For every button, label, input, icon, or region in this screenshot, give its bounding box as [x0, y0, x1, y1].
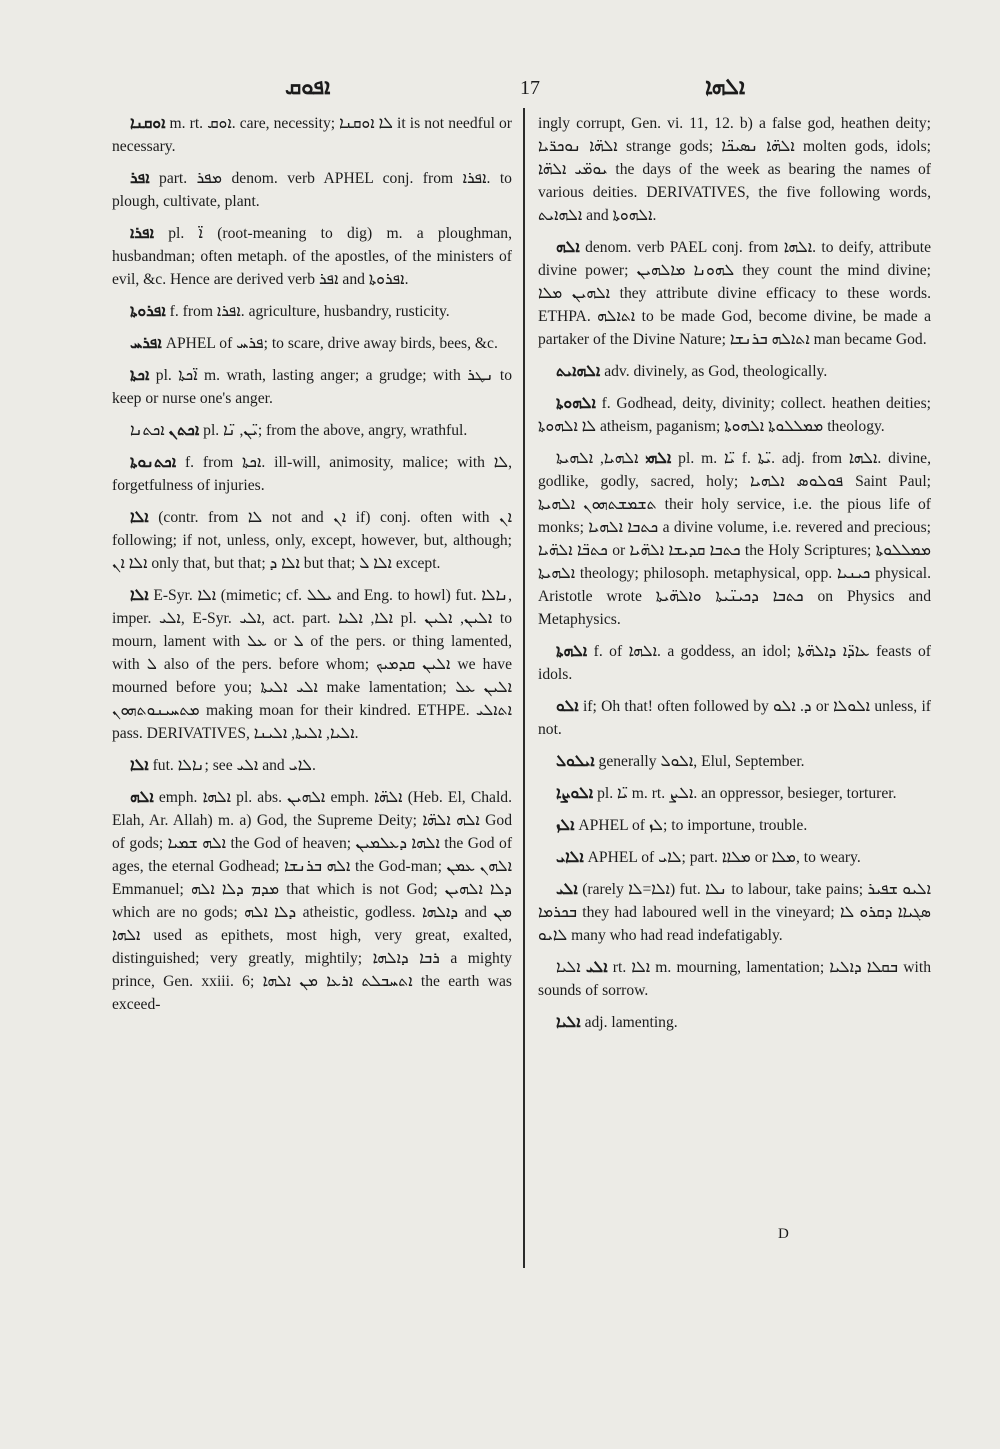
dictionary-entry: [112, 112, 512, 158]
entry-definition: part. ܡܦܪ denom. verb APHEL conj. from ܐܦܪܐ. to plough, cultivate, plant.: [112, 170, 512, 210]
entry-definition: adj. lamenting.: [584, 1014, 678, 1031]
entry-headword: ܐܠܝ: [585, 958, 608, 976]
entry-definition: f. Godhead, deity, divinity; collect. heathen deities; ܠܐ ܐܠܗܘܬܐ atheism, paganism; ܡܡܠܠܘܬܐ ܐܠܗܘܬܐ theology.: [538, 395, 931, 435]
entry-definition: generally ܐܠܘܠ, Elul, September.: [598, 753, 805, 770]
entry-headword: ܐܟܬܢ: [168, 421, 200, 439]
entry-definition: denom. verb PAEL conj. from ܐܠܗܐ. to deify, attribute divine power; ܠܗܘܢܐ ܡܐܠܗܝܢ they count the mind divine; ܐܠܗܝܢ ܡܠܐ they attribute divine efficacy to these words. ETHPA. ܐܬܐܠܗ to be made God, become divine, be made a partaker of the Divine Nature; ܐܬܐܠܗ ܒܪܢܫܐ man became God.: [538, 239, 932, 348]
entry-headword: ܐܠܗ: [130, 788, 154, 806]
entry-headword: ܐܠܘ: [556, 697, 579, 715]
entry-definition: (rarely ܐܠܐ=ܠܐ) fut. ܢܠܐ to labour, take pains; ܐܠܝܘ ܫܦܝܪ ܒܟܪܡܐ they had laboured well in the vineyard; ܣܓܝܐܐ ܕܩܪܘ ܠܐ ܠܐܝܘ many who had read indefatigably.: [538, 881, 932, 944]
entry-headword: ܐܠܙ: [556, 816, 575, 834]
dictionary-entry: [112, 584, 512, 745]
dictionary-entry: [538, 846, 931, 869]
entry-headword: ܐܦܪܐ: [130, 224, 154, 242]
entry-definition: ingly corrupt, Gen. vi. 11, 12. b) a false god, heathen deity; ܐܠܗ̈ܐ ܢܘܟܪ̈ܝܐ strange gods; ܐܠܗ̈ܐ ܢܣܝܟ̈ܐ molten gods, idols; ܝܘܡ̈ܝ ܐܠܗ̈ܐ the days of the week as bearing the names of various deities. DERIVATIVES, the five following words, ܐܠܗܐܝܬ and ܐܠܗܘܬܐ.: [538, 115, 931, 224]
entry-definition: ܐܠܝܐ rt. ܐܠܐ m. mourning, lamentation; ܒܩܠܐ ܕܐܠܝܐ with sounds of sorrow.: [538, 959, 931, 999]
entry-headword: ܐܠܐ: [130, 756, 149, 774]
entry-definition: f. from ܐܟܬܐ. ill-will, animosity, malice; with ܠܐ, forgetfulness of injuries.: [112, 454, 512, 494]
dictionary-entry: [112, 300, 512, 323]
entry-headword: ܐܠܘܨܐ: [556, 784, 594, 802]
entry-headword: ܐܟܬܐ: [130, 366, 150, 384]
entry-definition: pl. ܐ̈ (root-meaning to dig) m. a ploughman, husbandman; often metaph. of the apostles, of the ministers of evil, &c. Hence are derived verb ܐܦܪ and ܐܦܪܘܬܐ.: [112, 225, 512, 288]
entry-definition: fut. ܢܐܠܐ; see ܐܠܝ and ܠܐܝ.: [152, 757, 316, 774]
dictionary-entry: [112, 332, 512, 355]
dictionary-entry: [112, 167, 512, 213]
entry-headword: ܐܠܗܝ: [645, 449, 672, 467]
column-divider: [523, 108, 525, 1268]
entry-headword: ܐܠܐ: [130, 508, 149, 526]
dictionary-entry: [112, 786, 512, 1016]
entry-definition: (contr. from ܠܐ not and ܐܢ if) conj. often with ܐܢ following; if not, unless, only, except, however, but, although; ܐܠܐ ܐܢ only that, but that; ܐܠܐ ܕ but that; ܐܠܐ ܠ except.: [112, 509, 512, 572]
entry-headword: ܐܠܝ: [556, 880, 578, 898]
entry-headword: ܐܦܪܘܬܐ: [130, 302, 166, 320]
page-number: 17: [520, 77, 540, 99]
entry-headword: ܐܠܗܬܐ: [556, 642, 588, 660]
entry-definition: APHEL of ܦܪܚ; to scare, drive away birds, bees, &c.: [165, 335, 498, 352]
entry-headword: ܐܠܗܐܝܬ: [556, 362, 601, 380]
dictionary-entry: [538, 1011, 931, 1034]
entry-definition: pl. ܐ̈ܟܬܐ m. wrath, lasting anger; a grudge; with ܢܛܪ to keep or nurse one's anger.: [112, 367, 512, 407]
entry-definition: E-Syr. ܐܠܐ (mimetic; cf. ܝܠܠ and Eng. to howl) fut. ܢܐܠܐ, imper. ܐܠܝ, E-Syr. ܐܠܝ, act. part. ܐܠܐ, ܐܠܝܐ pl. ܐܠܝܢ, ܐܠܝܢ to mourn, lament with ܥܠ or ܠ of the pers. or thing lamented, with ܠ also of the pers. before whom; ܐܠܝܢ ܩܕܡܝܟ we have mourned before you; ܐܠܝ ܐܠܝܬܐ make lamentation; ܐܠܝܢ ܥܠ ܡܬܚܝܢܘܬܗܘܢ making moan for their kindred. ETHPE. ܐܬܐܠܝ pass. DERIVATIVES, ܐܠܝܐ, ܐܠܝܬܐ, ܐܠܝܢܐ.: [112, 587, 513, 742]
entry-headword: ܐܝܠܘܠ: [556, 752, 595, 770]
entry-headword: ܐܦܪܚ: [130, 334, 162, 352]
entry-definition: ܐܠܗܝܐ, ܐܠܗܝܬܐ pl. m. ܝ̈ܐ f. ܝ̈ܬܐ. adj. from ܐܠܗܐ. divine, godlike, godly, sacred, holy; ܦܘܠܘܣ ܐܠܗܝܐ Saint Paul; ܬܫܡܫܬܗܘܢ ܐܠܗܝܬܐ their holy service, i.e. the pious life of monks; ܟܬܒܐ ܐܠܗܝܐ a divine volume, i.e. revered and precious; ܟܬܒ̈ܐ ܐܠܗ̈ܝܐ or ܟܬܒܐ ܩܕܝܫܐ ܐܠܗ̈ܝܐ the Holy Scriptures; ܡܡܠܠܘܬܐ ܐܠܗܝܬܐ theology; philosoph. metaphysical, opp. ܟܝܢܝܐ physical. Aristotle wrote ܟܬܒܐ ܕܟܝܢ̈ܝܬܐ ܘܐܠܗ̈ܝܬܐ on Physics and Metaphysics.: [538, 450, 931, 628]
entry-definition: m. rt. ܐܘܩ. care, necessity; ܠܐ ܐܘܩܢܐ it is not needful or necessary.: [112, 115, 512, 155]
right-column: [538, 112, 931, 1043]
dictionary-entry: [538, 640, 931, 686]
entry-headword: ܐܠܐ: [130, 586, 149, 604]
dictionary-entry: [538, 360, 931, 383]
entry-headword: ܐܠܐܝ: [556, 848, 584, 866]
dictionary-entry: [538, 814, 931, 837]
entry-headword: ܐܠܝܐ: [556, 1013, 581, 1031]
dictionary-entry: [538, 878, 931, 947]
entry-headword: ܐܠܗ: [556, 238, 580, 256]
entry-definition: f. of ܐܠܗܐ. a goddess, an idol; ܥܐܕ̈ܐ ܕܐܠܗ̈ܬܐ feasts of idols.: [538, 643, 931, 683]
entry-definition: APHEL of ܠܙ; to importune, trouble.: [578, 817, 808, 834]
running-head-left: ܐܦܘܩ: [285, 75, 331, 100]
left-column: [112, 112, 512, 1025]
entry-headword: ܐܠܗܘܬܐ: [556, 394, 596, 412]
dictionary-entry: [538, 112, 931, 227]
dictionary-entry: [538, 782, 931, 805]
entry-definition: ܐܟܬܢܐ pl. ܝ̈ܢ, ܢ̈ܐ; from the above, angry, wrathful.: [130, 422, 468, 439]
dictionary-entry: [538, 695, 931, 741]
entry-definition: emph. ܐܠܗܐ pl. abs. ܐܠܗܝܢ emph. ܐܠܗ̈ܐ (Heb. El, Chald. Elah, Ar. Allah) m. a) God, the Supreme Deity; ܐܠܗ ܐܠܗ̈ܐ God of gods; ܐܠܗ ܫܡܝܐ the God of heaven; ܐܠܗܐ ܕܥܠܡܝܢ the God of ages, the eternal Godhead; ܐܠܗ ܒܪܢܫܐ the God-man; ܐܠܗܢ ܥܡܢ Emmanuel; ܡܕܡ ܕܠܐ ܐܠܗ that which is not God; ܕܠܐ ܐܠܗܝܢ which are no gods; ܕܠܐ ܐܠܗ atheistic, godless. ܕܐܠܗܐ and ܡܢ ܐܠܗܐ used as epithets, most high, very great, exalted, distinguished; very greatly, mightily; ܪܒܐ ܕܐܠܗܐ a mighty prince, Gen. xxiii. 6; ܐܬܚܒܠܬ ܐܪܥܐ ܡܢ ܐܠܗܐ the earth was exceed-: [112, 789, 513, 1013]
signature-mark: D: [778, 1226, 789, 1242]
dictionary-entry: [538, 447, 931, 631]
entry-definition: adv. divinely, as God, theologically.: [604, 363, 828, 380]
entry-headword: ܐܦܪ: [130, 169, 150, 187]
entry-definition: pl. ܝ̈ܐ m. rt. ܐܠܨ. an oppressor, besieger, torturer.: [597, 785, 897, 802]
entry-headword: ܐܟܬܢܘܬܐ: [130, 453, 177, 471]
dictionary-entry: [112, 451, 512, 497]
dictionary-entry: [112, 364, 512, 410]
dictionary-entry: [538, 392, 931, 438]
dictionary-entry: [538, 236, 931, 351]
dictionary-entry: [538, 750, 931, 773]
entry-headword: ܐܘܩܢܐ: [130, 114, 166, 132]
dictionary-entry: [112, 419, 512, 442]
dictionary-entry: [112, 222, 512, 291]
running-head-right: ܐܠܗܐ: [705, 75, 746, 100]
entry-definition: f. from ܐܦܪܐ. agriculture, husbandry, rusticity.: [169, 303, 450, 320]
entry-definition: APHEL of ܠܐܝ; part. ܡܠܐܐ or ܡܠܐ, to weary.: [587, 849, 861, 866]
dictionary-entry: [112, 506, 512, 575]
entry-definition: if; Oh that! often followed by ܕ. ܐܠܘ or ܐܠܘܠܐ unless, if not.: [538, 698, 931, 738]
dictionary-entry: [538, 956, 931, 1002]
dictionary-entry: [112, 754, 512, 777]
